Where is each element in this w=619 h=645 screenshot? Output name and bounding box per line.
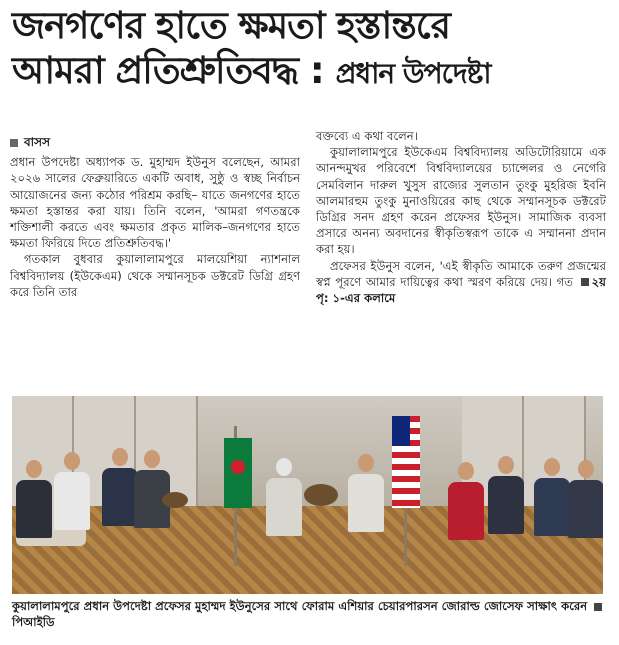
person-figure (348, 454, 384, 532)
news-photo (12, 396, 603, 594)
person-figure (534, 458, 570, 536)
article-paragraph-5-text: প্রফেসর ইউনুস বলেন, 'এই স্বীকৃতি আমাকে তরুণ প্রজন্মের স্বপ্ন পূরণে আমার দায়িত্বের কথা স্মরণ করিয়ে দেয়। গত (316, 258, 606, 289)
dateline (10, 134, 300, 150)
headline-separator: : (298, 49, 336, 92)
article-paragraph-1: প্রধান উপদেষ্টা অধ্যাপক ড. মুহাম্মদ ইউনুস বলেছেন, আমরা ২০২৬ সালের ফেব্রুয়ারিতে একটি অবাধ, সুষ্ঠু ও স্বচ্ছ নির্বাচন আয়োজনের জন্য কঠোর পরিশ্রম করছি– যাতে জনগণের হাতে ক্ষমতা হস্তান্তর করা যায়। তিনি বলেন, 'আমরা গণতন্ত্রকে শক্তিশালী করতে এবং ক্ষমতার প্রকৃত মালিক–জনগণের হাতে ক্ষমতা ফিরিয়ে দিতে প্রতিশ্রুতিবদ্ধ।' (10, 155, 300, 251)
square-bullet-icon (581, 278, 589, 286)
person-figure (102, 448, 138, 526)
person-figure (568, 460, 603, 538)
article-column-right (316, 128, 606, 306)
headline-line2-main: আমরা প্রতিশ্রুতিবদ্ধ (12, 49, 299, 92)
headline-attribution: প্রধান উপদেষ্টা (335, 57, 491, 90)
square-bullet-icon (594, 603, 602, 611)
malaysia-flag-icon (392, 416, 420, 508)
person-figure (448, 462, 484, 540)
article-paragraph-5 (316, 258, 606, 307)
continuation-text: ২য় পৃ: ১-এর কলামে (316, 274, 607, 306)
article-paragraph-2: গতকাল বুধবার কুয়ালালামপুরে মালয়েশিয়া ন্যাশনাল বিশ্ববিদ্যালয় (ইউকেএম) থেকে সম্মানসূচক ডক্টরেট ডিগ্রি গ্রহণ করে তিনি তার (10, 252, 300, 299)
person-figure (488, 456, 524, 534)
person-figure (54, 452, 90, 530)
photo-credit: পিআইডি (12, 615, 55, 629)
photo-caption (12, 598, 610, 630)
headline-line1: জনগণের হাতে ক্ষমতা হস্তান্তরে (12, 4, 450, 47)
article-paragraph-3: বক্তব্যে এ কথা বলেন। (316, 129, 418, 143)
caption-text: কুয়ালালামপুরে প্রধান উপদেষ্টা প্রফেসর মুহাম্মদ ইউনুসের সাথে ফোরাম এশিয়ার চেয়ারপারসন জোরাল্ড জোসেফ সাক্ষাৎ করেন (12, 599, 588, 613)
bullet-icon (10, 139, 18, 147)
person-figure (266, 458, 302, 536)
bangladesh-flag-icon (224, 438, 252, 508)
headline (12, 4, 612, 97)
dateline-source: বাসস (24, 135, 51, 149)
article-column-left (10, 132, 300, 300)
headline-line2 (12, 48, 612, 97)
person-figure (134, 450, 170, 528)
person-figure (16, 460, 52, 538)
article-paragraph-4: কুয়ালালামপুরে ইউকেএম বিশ্ববিদ্যালয় অডিটোরিয়ামে এক আনন্দমুখর পরিবেশে বিশ্ববিদ্যালয়ের চ্যান্সেলর ও নেগেরি সেমবিলান দারুল খুসুস রাজ্যের সুলতান তুংকু মুহরিজ ইবনি আলমারহুম তুংকু মুনাওয়িরের কাছ থেকে সম্মানসূচক ডক্টরেট ডিগ্রির সনদ গ্রহণ করেন প্রফেসর ইউনুস। সামাজিক ব্যবসা প্রসারে অনন্য অবদানের স্বীকৃতিস্বরূপ তাকে এ সম্মাননা প্রদান করা হয়। (316, 145, 606, 257)
